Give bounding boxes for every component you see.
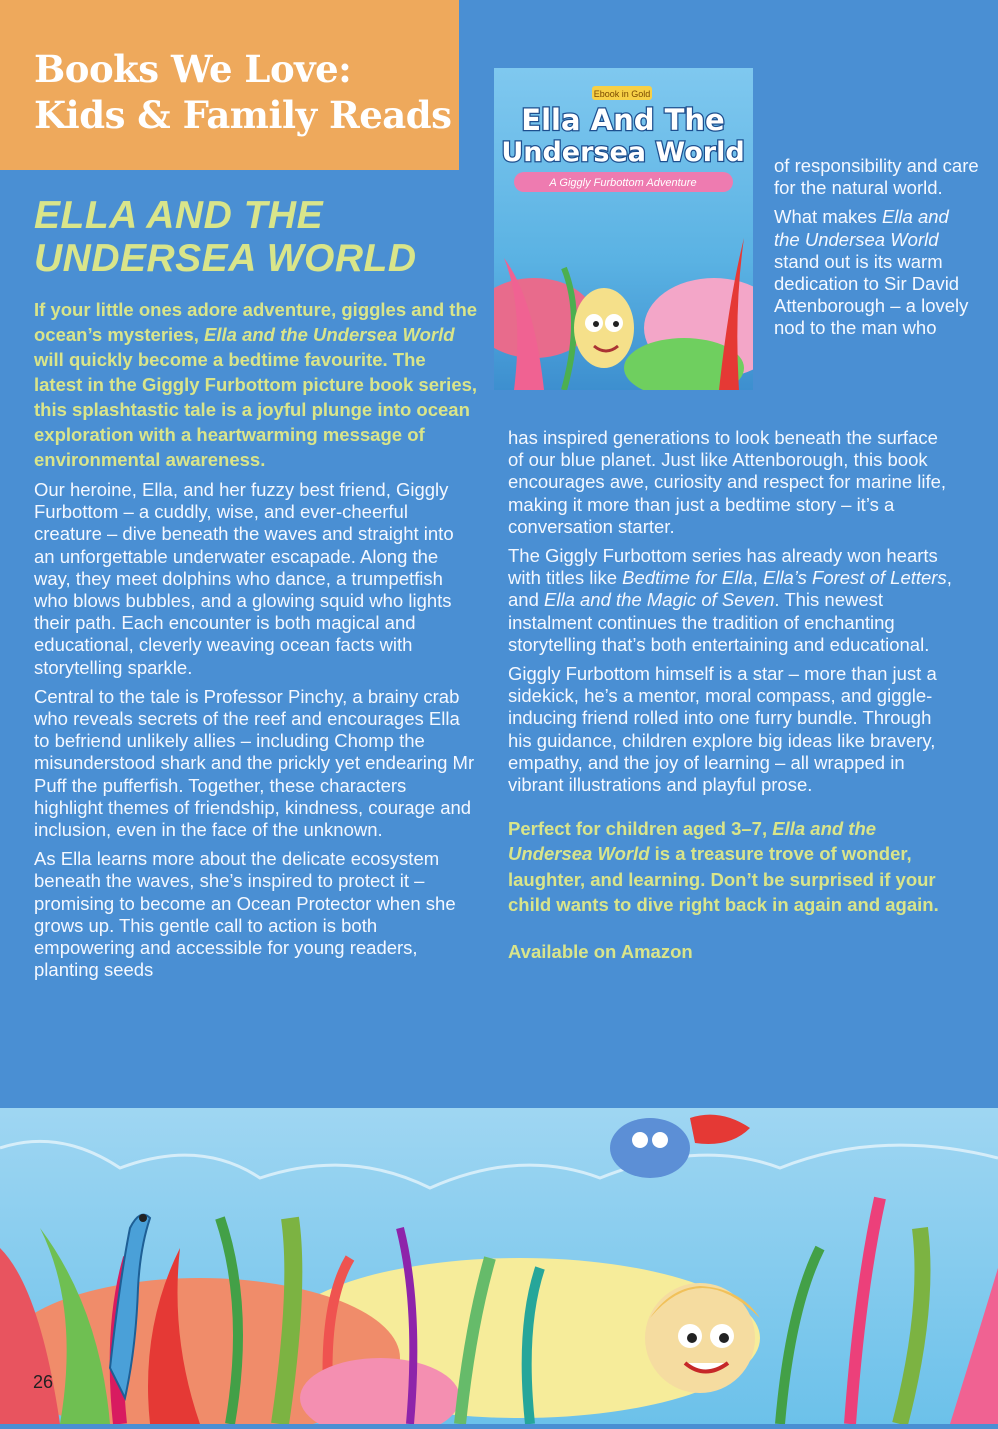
lead-paragraph: If your little ones adore adventure, giggles and the ocean’s mysteries, Ella and the Undersea World will quickly become a bedtime favourite. The latest in the Giggly Furbottom picture book series, this splashtastic tale is a joyful plunge into ocean exploration with a heartwarming message of environmental awareness. [34, 299, 478, 470]
cover-subtitle: A Giggly Furbottom Adventure [549, 177, 697, 189]
section-header [0, 0, 459, 170]
body-paragraph: The Giggly Furbottom series has already won hearts with titles like Bedtime for Ella, Ella’s Forest of Letters, and Ella and the Magic of Seven. This newest instalment continues the tradition of enchanting storytelling that’s both entertaining and educational. [508, 545, 952, 655]
body-paragraph: As Ella learns more about the delicate ecosystem beneath the waves, she’s inspired to protect it – promising to become an Ocean Protector when she grows up. This gentle call to action is both empowering and accessible for young readers, planting seeds [34, 848, 456, 981]
section-heading-line1: Books We Love: [34, 47, 352, 91]
book-cover-image [494, 68, 753, 390]
cover-title-line1: Ella And The [521, 103, 725, 137]
page-number: 26 [33, 1372, 54, 1392]
cover-title-line2: Undersea World [501, 137, 745, 168]
section-heading [34, 46, 451, 138]
article-title: ELLA AND THE UNDERSEA WORLD [34, 194, 417, 280]
wrap-column [774, 155, 979, 347]
right-column [508, 427, 958, 970]
availability-note: Available on Amazon [508, 941, 693, 963]
body-paragraph: Central to the tale is Professor Pinchy, a brainy crab who reveals secrets of the reef and encourages Ella to befriend unlikely allies – including Chomp the misunderstood shark and the prickly yet endearing Mr Puff the pufferfish. Together, these characters highlight themes of friendship, kindness, courage and inclusion, even in the face of the unknown. [34, 685, 475, 841]
section-heading-line2: Kids & Family Reads [34, 93, 452, 137]
left-column [34, 297, 479, 988]
body-paragraph: Giggly Furbottom himself is a star – more than just a sidekick, he’s a mentor, moral compass, and giggle-inducing friend rolled into one furry bundle. Through his guidance, children explore big ideas like bravery, empathy, and the joy of learning – all wrapped in vibrant illustrations and playful prose. [508, 663, 937, 796]
closing-paragraph: Perfect for children aged 3–7, Ella and the Undersea World is a treasure trove of wonder, laughter, and learning. Don’t be surprised if your child wants to dive right back in again and again. [508, 818, 939, 915]
body-paragraph: What makes Ella and the Undersea World stand out is its warm dedication to Sir David Attenborough – a lovely nod to the man who [774, 206, 969, 339]
undersea-illustration [0, 1108, 998, 1424]
body-paragraph: has inspired generations to look beneath the surface of our blue planet. Just like Attenborough, this book encourages awe, curiosity and respect for marine life, making it more than just a bedtime story – it’s a conversation starter. [508, 427, 947, 537]
body-paragraph: Our heroine, Ella, and her fuzzy best friend, Giggly Furbottom – a cuddly, wise, and ever-cheerful creature – dive beneath the waves and straight into an unforgettable underwater escapade. Along the way, they meet dolphins who dance, a trumpetfish who blows bubbles, and a glowing squid who lights their path. Each encounter is both magical and educational, cleverly weaving ocean facts with storytelling sparkle. [34, 479, 454, 678]
cover-badge: Ebook in Gold [593, 89, 651, 99]
body-paragraph: of responsibility and care for the natural world. [774, 155, 979, 199]
